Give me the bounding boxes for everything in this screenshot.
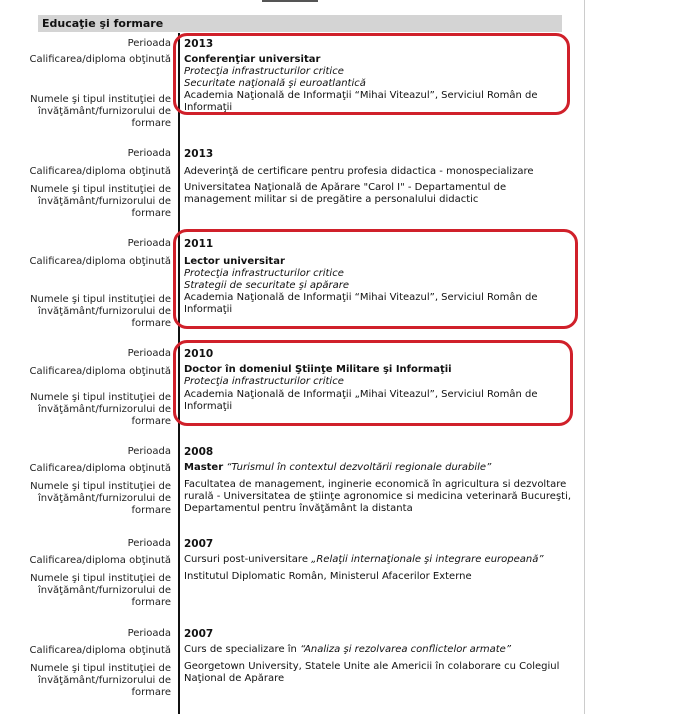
entry-qualification: Doctor în domeniul Ştiinţe Militare şi Informaţii [184,364,452,375]
entry-institution: Academia Naţională de Informaţii „Mihai Viteazul”, Serviciul Român de Informaţii [184,389,538,412]
entry-detail: Securitate naţională şi euroatlantică [184,78,366,89]
qualification-prefix: Master [184,462,224,473]
qualification-label: Calificarea/diploma obţinută [29,645,171,656]
period-label: Perioada [127,348,171,359]
entry-institution: Georgetown University, Statele Unite ale Americii în colaborare cu Colegiul Naţional de Apărare [184,661,560,684]
top-divider [262,0,318,2]
institution-label: Numele şi tipul instituţiei de învăţământ/furnizorului de formare [30,663,171,698]
qualification-title: “Turismul în contextul dezvoltării regionale durabile” [226,462,492,473]
qualification-label: Calificarea/diploma obţinută [29,54,171,65]
entry-year: 2010 [184,348,214,360]
entry-institution: Academia Naţională de Informaţii “Mihai Viteazul”, Serviciul Român de Informaţii [184,292,538,315]
entry-institution: Facultatea de management, inginerie economică în agricultura si dezvoltare rurală - Universitatea de ştiinţe agronomice si medicina veterinară Bucureşti, Departamentul pentru învăţământ la distanta [184,479,572,514]
section-header: Educaţie şi formare [38,15,562,32]
period-label: Perioada [127,446,171,457]
institution-label: Numele şi tipul instituţiei de învăţământ/furnizorului de formare [30,481,171,516]
period-label: Perioada [127,628,171,639]
entry-qualification: Conferenţiar universitar [184,54,321,65]
entry-qualification [184,554,574,566]
period-label: Perioada [127,148,171,159]
entry-qualification: Lector universitar [184,256,285,267]
institution-label: Numele şi tipul instituţiei de învăţământ/furnizorului de formare [30,392,171,427]
entry-qualification [184,462,574,474]
qualification-label: Calificarea/diploma obţinută [29,555,171,566]
highlight-box [173,33,570,115]
qualification-title: „Relaţii internaţionale şi integrare europeană” [311,554,544,565]
institution-label: Numele şi tipul instituţiei de învăţământ/furnizorului de formare [30,573,171,608]
entry-institution: Universitatea Naţională de Apărare "Carol I" - Departamentul de management militar si de pregătire a personalului didactic [184,182,507,205]
entry-year: 2007 [184,538,214,550]
period-label: Perioada [127,238,171,249]
entry-year: 2013 [184,148,214,160]
highlight-box [173,340,573,426]
period-label: Perioada [127,538,171,549]
entry-detail: Protecţia infrastructurilor critice [184,66,344,77]
page-right-border [584,0,585,714]
qualification-label: Calificarea/diploma obţinută [29,166,171,177]
entry-detail: Strategii de securitate şi apărare [184,280,350,291]
entry-year: 2013 [184,38,214,50]
institution-label: Numele şi tipul instituţiei de învăţământ/furnizorului de formare [30,94,171,129]
institution-label: Numele şi tipul instituţiei de învăţământ/furnizorului de formare [30,184,171,219]
entry-institution: Institutul Diplomatic Român, Ministerul Afacerilor Externe [184,571,472,582]
entry-qualification [184,644,574,656]
entry-year: 2011 [184,238,214,250]
entry-institution: Academia Naţională de Informaţii “Mihai Viteazul”, Serviciul Român de Informaţii [184,90,538,113]
entry-year: 2008 [184,446,214,458]
qualification-prefix: Cursuri post-universitare [184,554,308,565]
entry-qualification: Adeverinţă de certificare pentru profesia didactica - monospecializare [184,166,534,177]
entry-detail: Protecţia infrastructurilor critice [184,268,344,279]
qualification-label: Calificarea/diploma obţinută [29,463,171,474]
institution-label: Numele şi tipul instituţiei de învăţământ/furnizorului de formare [30,294,171,329]
period-label: Perioada [127,38,171,49]
qualification-label: Calificarea/diploma obţinută [29,366,171,377]
qualification-title: “Analiza şi rezolvarea conflictelor armate” [300,644,511,655]
qualification-prefix: Curs de specializare în [184,644,297,655]
qualification-label: Calificarea/diploma obţinută [29,256,171,267]
highlight-box [173,229,578,329]
entry-year: 2007 [184,628,214,640]
entry-detail: Protecţia infrastructurilor critice [184,376,344,387]
